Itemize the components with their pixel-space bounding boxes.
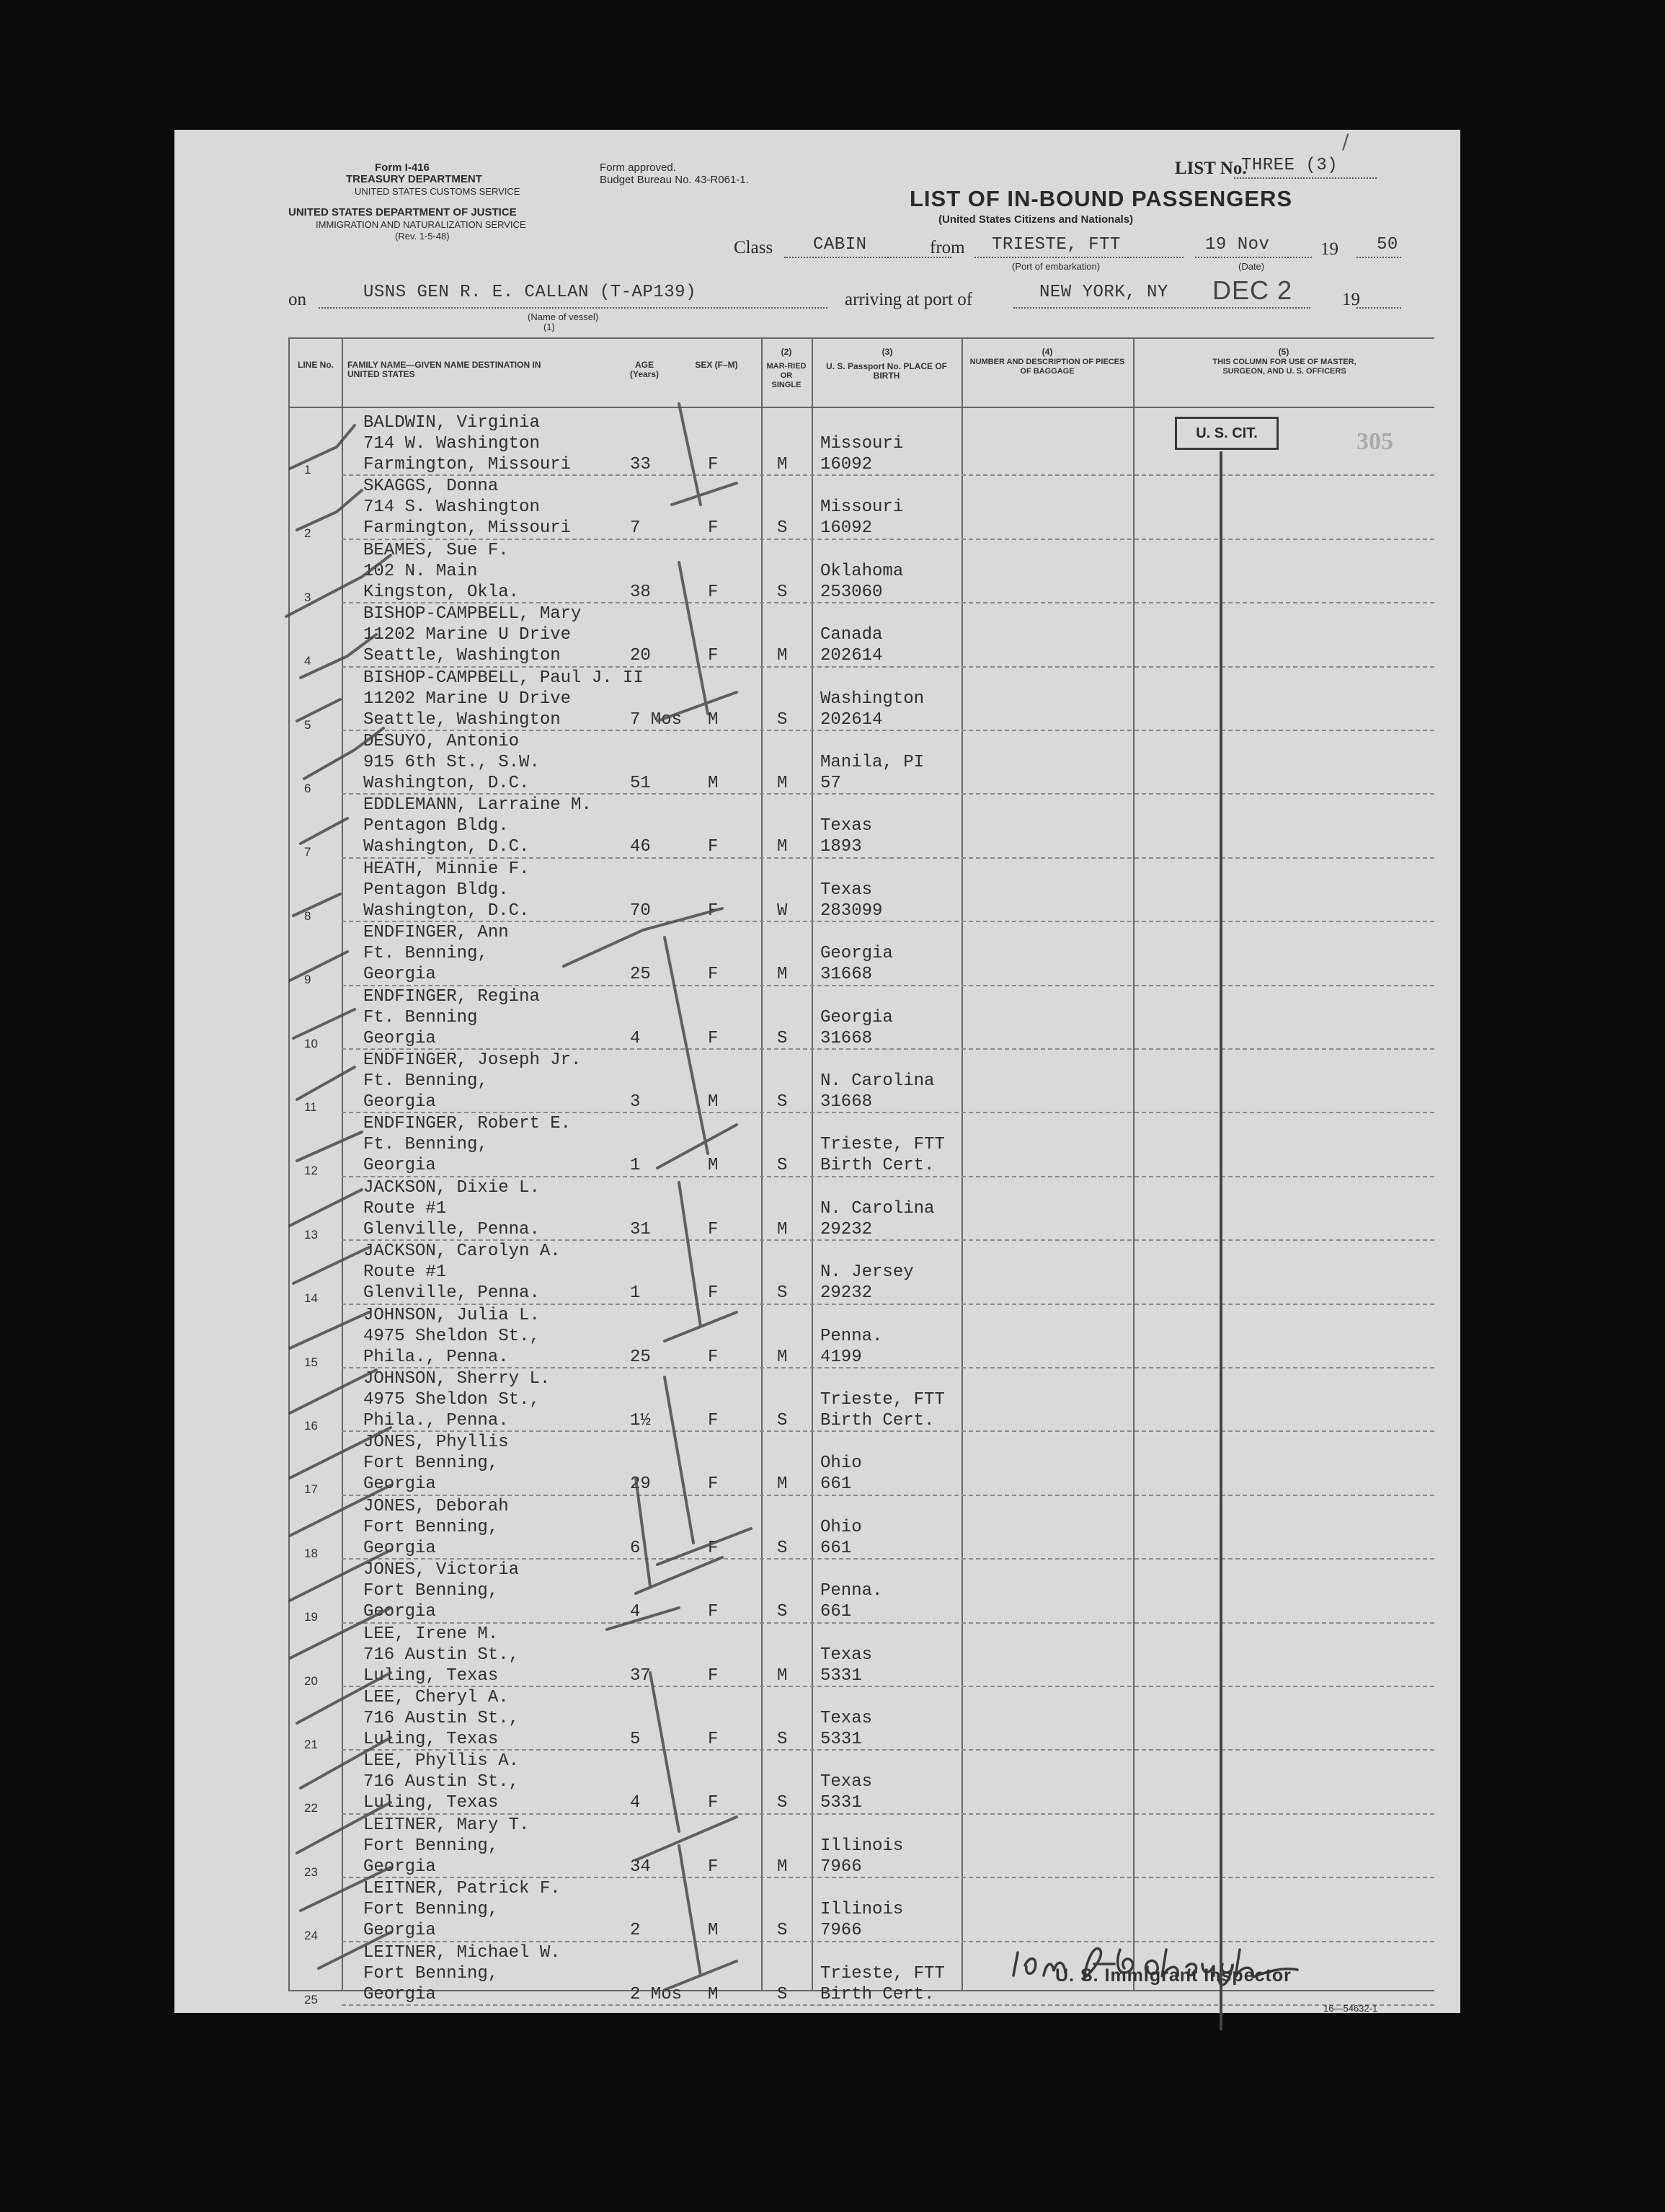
passenger-name: HEATH, Minnie F. — [363, 859, 530, 879]
passenger-marital: M — [777, 1857, 788, 1877]
line-number: 24 — [304, 1929, 318, 1943]
arrival-port: NEW YORK, NY — [1039, 283, 1168, 302]
passport-number: Birth Cert. — [820, 1156, 935, 1176]
passenger-sex: F — [708, 837, 719, 857]
passenger-address: 714 S. Washington — [363, 497, 540, 518]
passport-number: 661 — [820, 1602, 852, 1622]
passenger-name: ENDFINGER, Ann — [363, 923, 509, 943]
passenger-sex: F — [708, 1283, 719, 1304]
passenger-marital: S — [777, 582, 788, 602]
passenger-age: 38 — [630, 582, 651, 602]
passport-number: 661 — [820, 1474, 852, 1495]
line-number: 13 — [304, 1227, 318, 1242]
passenger-destination: Luling, Texas — [363, 1665, 499, 1686]
passenger-marital: M — [777, 1347, 788, 1367]
passenger-sex: F — [708, 1665, 719, 1686]
place-of-birth: Trieste, FTT — [820, 1963, 945, 1983]
passenger-marital: S — [777, 1984, 788, 2004]
header-marital: MAR-RIED OR SINGLE — [766, 362, 807, 389]
list-no-value: THREE (3) — [1241, 156, 1338, 175]
on-label: on — [288, 290, 306, 309]
passenger-destination: Luling, Texas — [363, 1730, 499, 1749]
header-col2-number: (2) — [781, 347, 792, 357]
header-col3-number: (3) — [882, 347, 893, 357]
passport-number: 202614 — [820, 646, 883, 666]
class-value: CABIN — [813, 235, 867, 255]
passenger-destination: Georgia — [363, 1156, 436, 1176]
passenger-age: 29 — [630, 1474, 651, 1495]
line-number: 20 — [304, 1673, 318, 1688]
arrival-date-stamp: DEC 2 — [1212, 275, 1293, 305]
passenger-marital: M — [777, 1219, 788, 1239]
passport-number: 4199 — [820, 1347, 862, 1367]
passenger-address: Route #1 — [363, 1198, 447, 1218]
date-caption: (Date) — [1238, 261, 1265, 272]
passenger-age: 2 — [630, 1921, 641, 1941]
year-suffix: 50 — [1377, 235, 1398, 255]
place-of-birth: Oklahoma — [820, 561, 904, 581]
header-name: FAMILY NAME—GIVEN NAME DESTINATION IN UNITED STATES — [347, 360, 541, 379]
passenger-name: JOHNSON, Julia L. — [363, 1305, 540, 1325]
line-number: 17 — [304, 1482, 318, 1497]
passport-number: 7966 — [820, 1857, 862, 1877]
passenger-destination: Georgia — [363, 1984, 436, 2004]
place-of-birth: Texas — [820, 816, 873, 836]
passenger-name: BISHOP-CAMPBELL, Paul J. II — [363, 668, 644, 688]
passenger-address: 716 Austin St., — [363, 1645, 520, 1665]
place-of-birth: Trieste, FTT — [820, 1135, 945, 1155]
passenger-destination: Phila., Penna. — [363, 1347, 509, 1367]
passenger-name: JACKSON, Carolyn A. — [363, 1242, 561, 1262]
header-baggage: NUMBER AND DESCRIPTION OF PIECES OF BAGGAGE — [969, 358, 1125, 376]
list-no-label: LIST No. — [1175, 159, 1247, 178]
passenger-address: 716 Austin St., — [363, 1772, 520, 1792]
place-of-birth: Georgia — [820, 1007, 893, 1027]
passport-number: 1893 — [820, 837, 862, 857]
line-number: 21 — [304, 1738, 318, 1751]
header-officers: THIS COLUMN FOR USE OF MASTER, SURGEON, AND U. S. OFFICERS — [1212, 358, 1357, 376]
passenger-destination: Georgia — [363, 1921, 436, 1941]
header-col4-number: (4) — [1042, 347, 1053, 357]
header-line-no: LINE No. — [298, 360, 334, 370]
passenger-name: JONES, Phyllis — [363, 1433, 509, 1453]
place-of-birth: Trieste, FTT — [820, 1390, 945, 1410]
year-prefix: 19 — [1320, 239, 1338, 259]
passenger-sex: F — [708, 582, 719, 602]
passenger-sex: F — [708, 1857, 719, 1877]
passenger-destination: Luling, Texas — [363, 1793, 499, 1813]
place-of-birth: Penna. — [820, 1581, 883, 1601]
line-number: 9 — [304, 973, 311, 987]
class-label: Class — [734, 238, 773, 257]
place-of-birth: Penna. — [820, 1326, 883, 1346]
passenger-marital: M — [777, 774, 788, 793]
place-of-birth: N. Jersey — [820, 1262, 914, 1283]
passenger-destination: Seattle, Washington — [363, 646, 561, 666]
passenger-marital: S — [777, 1793, 788, 1813]
us-citizen-stamp: U. S. CIT. — [1175, 417, 1279, 450]
ins-label: IMMIGRATION AND NATURALIZATION SERVICE — [316, 219, 526, 230]
pencil-checkmarks — [174, 130, 1460, 2013]
passenger-destination: Georgia — [363, 1857, 436, 1877]
passenger-name: EDDLEMANN, Larraine M. — [363, 795, 592, 815]
passenger-sex: F — [708, 1219, 719, 1239]
passenger-destination: Farmington, Missouri — [363, 455, 572, 474]
passenger-age: 25 — [630, 965, 651, 985]
passenger-name: LEE, Cheryl A. — [363, 1688, 509, 1707]
passenger-age: 46 — [630, 837, 651, 857]
passenger-name: BEAMES, Sue F. — [363, 540, 509, 560]
passport-number: 16092 — [820, 518, 873, 539]
vessel-caption: (Name of vessel) — [528, 311, 599, 322]
passport-number: 29232 — [820, 1219, 873, 1239]
passenger-marital: W — [777, 901, 788, 921]
passenger-age: 7 Mos — [630, 709, 683, 730]
passport-number: 31668 — [820, 1028, 873, 1048]
passenger-address: Fort Benning, — [363, 1454, 499, 1474]
passenger-sex: F — [708, 518, 719, 539]
place-of-birth: N. Carolina — [820, 1198, 935, 1218]
form-approved: Form approved. — [600, 162, 676, 174]
line-number: 15 — [304, 1355, 318, 1369]
place-of-birth: Texas — [820, 1645, 873, 1665]
customs-label: UNITED STATES CUSTOMS SERVICE — [355, 186, 520, 197]
passenger-marital: S — [777, 1730, 788, 1749]
passenger-name: LEITNER, Patrick F. — [363, 1879, 561, 1899]
line-number: 11 — [304, 1100, 317, 1114]
treasury-label: TREASURY DEPARTMENT — [346, 173, 482, 185]
passenger-name: LEITNER, Michael W. — [363, 1942, 561, 1963]
passenger-address: 716 Austin St., — [363, 1709, 520, 1728]
passenger-name: ENDFINGER, Regina — [363, 986, 540, 1007]
passenger-address: Ft. Benning, — [363, 1071, 488, 1091]
passenger-marital: S — [777, 1602, 788, 1622]
passenger-name: BISHOP-CAMPBELL, Mary — [363, 604, 582, 624]
passport-number: 5331 — [820, 1665, 862, 1686]
passenger-age: 4 — [630, 1793, 641, 1813]
line-number: 12 — [304, 1164, 318, 1178]
passenger-name: LEITNER, Mary T. — [363, 1815, 530, 1835]
passenger-age: 1 — [630, 1283, 641, 1304]
passenger-destination: Georgia — [363, 1028, 436, 1048]
line-number: 1 — [304, 463, 311, 477]
line-number: 16 — [304, 1419, 318, 1433]
passenger-age: 37 — [630, 1665, 651, 1686]
passenger-sex: F — [708, 1730, 719, 1749]
line-number: 3 — [304, 590, 311, 604]
passenger-address: 102 N. Main — [363, 561, 478, 581]
passenger-address: Fort Benning, — [363, 1836, 499, 1856]
page-subtitle: (United States Citizens and Nationals) — [938, 213, 1134, 226]
passport-number: 283099 — [820, 901, 883, 921]
passenger-marital: S — [777, 1092, 788, 1112]
passenger-sex: M — [708, 1092, 719, 1112]
place-of-birth: Georgia — [820, 944, 893, 964]
passenger-marital: S — [777, 1156, 788, 1176]
passenger-marital: S — [777, 1028, 788, 1048]
header-col5-number: (5) — [1278, 347, 1289, 357]
passenger-sex: M — [708, 709, 719, 730]
passenger-address: 4975 Sheldon St., — [363, 1326, 540, 1346]
passport-number: 202614 — [820, 709, 883, 730]
place-of-birth: Texas — [820, 1772, 873, 1792]
passenger-destination: Washington, D.C. — [363, 837, 530, 857]
line-number: 25 — [304, 1992, 318, 2007]
passenger-address: 11202 Marine U Drive — [363, 689, 572, 709]
passenger-address: Ft. Benning, — [363, 944, 488, 964]
line-number: 4 — [304, 654, 311, 668]
passenger-age: 25 — [630, 1347, 651, 1367]
passenger-age: 31 — [630, 1219, 651, 1239]
passenger-marital: S — [777, 1411, 788, 1430]
passenger-address: Pentagon Bldg. — [363, 880, 509, 900]
passenger-destination: Farmington, Missouri — [363, 518, 572, 539]
passenger-destination: Glenville, Penna. — [363, 1283, 540, 1304]
passenger-age: 6 — [630, 1538, 641, 1558]
passenger-destination: Georgia — [363, 1474, 436, 1495]
date-value: 19 Nov — [1205, 235, 1270, 255]
passenger-address: 915 6th St., S.W. — [363, 753, 540, 772]
passenger-name: ENDFINGER, Joseph Jr. — [363, 1050, 582, 1070]
passport-number: 7966 — [820, 1921, 862, 1941]
col1-caption: (1) — [543, 322, 555, 332]
passport-number: 31668 — [820, 965, 873, 985]
passenger-sex: F — [708, 1474, 719, 1495]
passenger-name: JONES, Victoria — [363, 1560, 520, 1580]
passenger-address: Pentagon Bldg. — [363, 816, 509, 836]
passenger-sex: F — [708, 1028, 719, 1048]
passenger-sex: F — [708, 1538, 719, 1558]
line-number: 19 — [304, 1610, 318, 1624]
line-number: 14 — [304, 1291, 318, 1306]
passport-number: 5331 — [820, 1730, 862, 1749]
line-number: 18 — [304, 1546, 318, 1560]
passenger-sex: F — [708, 901, 719, 921]
from-label: from — [930, 238, 965, 257]
passenger-destination: Washington, D.C. — [363, 774, 530, 793]
passenger-destination: Georgia — [363, 1092, 436, 1112]
passenger-age: 4 — [630, 1028, 641, 1048]
justice-label: UNITED STATES DEPARTMENT OF JUSTICE — [288, 206, 517, 218]
place-of-birth: Texas — [820, 1709, 873, 1728]
passenger-sex: F — [708, 1602, 719, 1622]
passenger-address: 714 W. Washington — [363, 434, 540, 454]
passenger-destination: Washington, D.C. — [363, 901, 530, 921]
passenger-name: BALDWIN, Virginia — [363, 413, 540, 433]
line-number: 2 — [304, 526, 311, 541]
passenger-destination: Georgia — [363, 965, 436, 985]
rev-label: (Rev. 1-5-48) — [395, 231, 450, 242]
passport-number: 253060 — [820, 582, 883, 602]
place-of-birth: Ohio — [820, 1454, 862, 1474]
place-of-birth: Illinois — [820, 1836, 904, 1856]
header-age: AGE (Years) — [629, 360, 660, 379]
passenger-sex: F — [708, 1411, 719, 1430]
passenger-address: Ft. Benning — [363, 1007, 478, 1027]
passport-number: 57 — [820, 774, 841, 793]
arriving-label: arriving at port of — [845, 290, 973, 309]
passenger-name: DESUYO, Antonio — [363, 732, 520, 751]
passenger-destination: Glenville, Penna. — [363, 1219, 540, 1239]
passenger-marital: S — [777, 1921, 788, 1941]
passenger-age: 1 — [630, 1156, 641, 1176]
passenger-sex: M — [708, 1921, 719, 1941]
year2-prefix: 19 — [1342, 290, 1360, 309]
passport-number: 29232 — [820, 1283, 873, 1304]
passenger-address: Fort Benning, — [363, 1963, 499, 1983]
passenger-destination: Georgia — [363, 1538, 436, 1558]
passenger-name: LEE, Irene M. — [363, 1624, 499, 1644]
passenger-marital: M — [777, 1474, 788, 1495]
passenger-marital: M — [777, 1665, 788, 1686]
place-of-birth: Canada — [820, 625, 883, 645]
passenger-marital: M — [777, 646, 788, 666]
passport-number: 31668 — [820, 1092, 873, 1112]
budget-bureau: Budget Bureau No. 43-R061-1. — [600, 174, 749, 186]
passenger-name: ENDFINGER, Robert E. — [363, 1114, 572, 1134]
port-caption: (Port of embarkation) — [1012, 261, 1101, 272]
passport-number: 5331 — [820, 1793, 862, 1813]
footer-code: 16—54632-1 — [1323, 2003, 1378, 2014]
passenger-marital: M — [777, 837, 788, 857]
inspector-label: U. S. Immigrant Inspector — [1055, 1965, 1292, 1986]
passenger-address: 11202 Marine U Drive — [363, 625, 572, 645]
passport-number: 661 — [820, 1538, 852, 1558]
line-number: 10 — [304, 1036, 318, 1050]
passenger-address: Route #1 — [363, 1262, 447, 1283]
passenger-age: 2 Mos — [630, 1984, 683, 2004]
passenger-age: 34 — [630, 1857, 651, 1877]
line-number: 5 — [304, 717, 311, 732]
passport-number: 16092 — [820, 455, 873, 474]
passenger-destination: Georgia — [363, 1602, 436, 1622]
passenger-age: 33 — [630, 455, 651, 474]
passenger-address: Fort Benning, — [363, 1581, 499, 1601]
passenger-marital: M — [777, 455, 788, 474]
passenger-address: Ft. Benning, — [363, 1135, 488, 1155]
passenger-name: SKAGGS, Donna — [363, 477, 499, 497]
form-number: Form I-416 — [375, 162, 430, 174]
passenger-age: 1½ — [630, 1411, 651, 1430]
place-of-birth: Washington — [820, 689, 925, 709]
pencil-mark: / — [1342, 130, 1349, 154]
vessel-name: USNS GEN R. E. CALLAN (T-AP139) — [363, 283, 696, 302]
place-of-birth: Ohio — [820, 1517, 862, 1537]
place-of-birth: Missouri — [820, 497, 904, 518]
passenger-sex: F — [708, 646, 719, 666]
passenger-name: JOHNSON, Sherry L. — [363, 1369, 551, 1389]
passenger-age: 4 — [630, 1602, 641, 1622]
passenger-sex: F — [708, 1793, 719, 1813]
passenger-age: 3 — [630, 1092, 641, 1112]
line-number: 8 — [304, 908, 311, 923]
passenger-destination: Phila., Penna. — [363, 1411, 509, 1430]
passenger-address: Fort Benning, — [363, 1517, 499, 1537]
passenger-marital: S — [777, 518, 788, 539]
passenger-destination: Kingston, Okla. — [363, 582, 520, 602]
page-number-stamp: 305 — [1357, 428, 1393, 455]
page-title: LIST OF IN-BOUND PASSENGERS — [910, 186, 1293, 211]
passenger-destination: Seattle, Washington — [363, 709, 561, 730]
passenger-marital: S — [777, 709, 788, 730]
passenger-marital: S — [777, 1283, 788, 1304]
manifest-sheet — [174, 130, 1460, 2013]
passenger-marital: S — [777, 1538, 788, 1558]
place-of-birth: N. Carolina — [820, 1071, 935, 1091]
passenger-marital: M — [777, 965, 788, 985]
passenger-sex: M — [708, 1984, 719, 2004]
line-number: 23 — [304, 1864, 318, 1879]
passenger-age: 5 — [630, 1730, 641, 1749]
place-of-birth: Illinois — [820, 1900, 904, 1920]
passenger-address: 4975 Sheldon St., — [363, 1390, 540, 1410]
passenger-age: 20 — [630, 646, 651, 666]
passenger-sex: F — [708, 1347, 719, 1367]
header-passport: U. S. Passport No. PLACE OF BIRTH — [825, 361, 948, 381]
passenger-age: 7 — [630, 518, 641, 539]
passenger-name: LEE, Phyllis A. — [363, 1751, 520, 1771]
passenger-sex: M — [708, 774, 719, 793]
passenger-sex: F — [708, 455, 719, 474]
passenger-name: JACKSON, Dixie L. — [363, 1177, 540, 1198]
passenger-name: JONES, Deborah — [363, 1496, 509, 1516]
passport-number: Birth Cert. — [820, 1411, 935, 1430]
line-number: 22 — [304, 1801, 318, 1815]
passenger-address: Fort Benning, — [363, 1900, 499, 1920]
passport-number: Birth Cert. — [820, 1984, 935, 2004]
passenger-sex: M — [708, 1156, 719, 1176]
passenger-age: 70 — [630, 901, 651, 921]
passenger-age: 51 — [630, 774, 651, 793]
header-sex: SEX (F–M) — [695, 360, 738, 370]
line-number: 6 — [304, 782, 311, 795]
place-of-birth: Missouri — [820, 434, 904, 454]
passenger-sex: F — [708, 965, 719, 985]
from-value: TRIESTE, FTT — [992, 235, 1121, 255]
line-number: 7 — [304, 845, 311, 859]
place-of-birth: Texas — [820, 880, 873, 900]
place-of-birth: Manila, PI — [820, 753, 925, 772]
